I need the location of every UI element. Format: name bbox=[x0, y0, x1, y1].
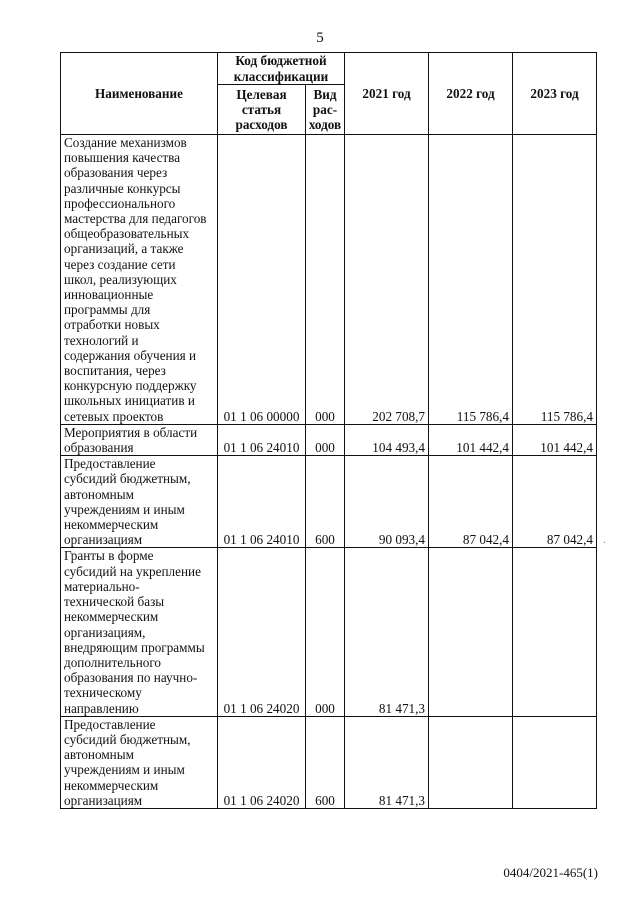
scan-speck: · bbox=[603, 538, 607, 549]
row-name-line: воспитания, через bbox=[64, 363, 166, 379]
header-2023: 2023 год bbox=[513, 53, 597, 135]
row-target-article: 01 1 06 24010 bbox=[218, 424, 306, 455]
row-value-2021: 81 471,3 bbox=[345, 548, 429, 716]
row-name-line: учреждениям и иным bbox=[64, 762, 185, 778]
row-name bbox=[61, 424, 218, 455]
row-name-line: автономным bbox=[64, 747, 134, 763]
row-name-line: организациям, bbox=[64, 624, 146, 640]
row-name-line: школьных инициатив и bbox=[64, 393, 195, 409]
table-row bbox=[61, 716, 597, 808]
row-name-line: профессионального bbox=[64, 195, 176, 211]
row-value-2022: 115 786,4 bbox=[429, 135, 513, 425]
row-name-line: некоммерческим bbox=[64, 517, 159, 533]
row-value-2022: 101 442,4 bbox=[429, 424, 513, 455]
row-name-line: образования по научно- bbox=[64, 670, 198, 686]
row-name-line: организациям bbox=[64, 792, 143, 808]
row-expense-type: 600 bbox=[306, 456, 345, 548]
row-target-article: 01 1 06 24020 bbox=[218, 548, 306, 716]
row-name-line: Гранты в форме bbox=[64, 548, 154, 564]
row-value-2023: 101 442,4 bbox=[513, 424, 597, 455]
row-value-2023 bbox=[513, 716, 597, 808]
row-name-line: технологий и bbox=[64, 332, 139, 348]
row-name-line: субсидий бюджетным, bbox=[64, 731, 191, 747]
row-target-article: 01 1 06 24010 bbox=[218, 456, 306, 548]
row-name-line: технической базы bbox=[64, 594, 165, 610]
row-expense-type: 000 bbox=[306, 548, 345, 716]
row-expense-type: 000 bbox=[306, 424, 345, 455]
row-value-2021: 90 093,4 bbox=[345, 456, 429, 548]
row-value-2023: 87 042,4 bbox=[513, 456, 597, 548]
row-name-line: субсидий на укрепление bbox=[64, 563, 201, 579]
row-name-line: инновационные bbox=[64, 287, 154, 303]
row-name-line: организациям bbox=[64, 532, 143, 548]
document-code: 0404/2021-465(1) bbox=[503, 865, 598, 880]
row-name-line: учреждениям и иным bbox=[64, 501, 185, 517]
row-name-line: некоммерческим bbox=[64, 777, 159, 793]
header-target-article: Целевая статья расходов bbox=[218, 85, 306, 135]
row-name-line: сетевых проектов bbox=[64, 408, 164, 424]
row-name-line: различные конкурсы bbox=[64, 180, 181, 196]
row-name-line: школ, реализующих bbox=[64, 271, 177, 287]
row-name-line: субсидий бюджетным, bbox=[64, 471, 191, 487]
row-name bbox=[61, 548, 218, 716]
row-name-line: автономным bbox=[64, 486, 134, 502]
row-value-2022 bbox=[429, 548, 513, 716]
row-name-line: через создание сети bbox=[64, 256, 176, 272]
row-name-line: направлению bbox=[64, 700, 139, 716]
table-row bbox=[61, 424, 597, 455]
page-number: 5 bbox=[316, 30, 324, 46]
row-expense-type: 600 bbox=[306, 716, 345, 808]
row-name-line: образования через bbox=[64, 165, 168, 181]
header-kbk-group: Код бюджетной классификации bbox=[218, 53, 345, 85]
row-name-line: образования bbox=[64, 440, 134, 456]
header-2021: 2021 год bbox=[345, 53, 429, 135]
table-row bbox=[61, 456, 597, 548]
row-value-2021: 81 471,3 bbox=[345, 716, 429, 808]
row-value-2023 bbox=[513, 548, 597, 716]
table-row bbox=[61, 548, 597, 716]
row-expense-type: 000 bbox=[306, 135, 345, 425]
row-name-line: программы для bbox=[64, 302, 151, 318]
row-name-line: материально- bbox=[64, 578, 140, 594]
table-body bbox=[61, 135, 597, 809]
row-name-line: некоммерческим bbox=[64, 609, 159, 625]
row-name-line: Предоставление bbox=[64, 456, 156, 472]
header-expense-type: Вид рас-ходов bbox=[306, 85, 345, 135]
row-name-line: конкурсную поддержку bbox=[64, 378, 197, 394]
row-name-line: общеобразовательных bbox=[64, 226, 190, 242]
row-target-article: 01 1 06 24020 bbox=[218, 716, 306, 808]
row-name-line: Предоставление bbox=[64, 716, 156, 732]
row-name bbox=[61, 135, 218, 425]
table-row bbox=[61, 135, 597, 425]
row-name-line: содержания обучения и bbox=[64, 347, 197, 363]
row-name bbox=[61, 456, 218, 548]
row-value-2021: 202 708,7 bbox=[345, 135, 429, 425]
row-name-line: Создание механизмов bbox=[64, 135, 187, 150]
row-name-line: Мероприятия в области bbox=[64, 424, 198, 440]
row-name-line: дополнительного bbox=[64, 654, 162, 670]
row-target-article: 01 1 06 00000 bbox=[218, 135, 306, 425]
row-name-line: внедряющим программы bbox=[64, 639, 205, 655]
row-value-2021: 104 493,4 bbox=[345, 424, 429, 455]
row-value-2023: 115 786,4 bbox=[513, 135, 597, 425]
row-name-line: мастерства для педагогов bbox=[64, 211, 207, 227]
row-name-line: отработки новых bbox=[64, 317, 160, 333]
header-name: Наименование bbox=[61, 53, 218, 135]
row-value-2022: 87 042,4 bbox=[429, 456, 513, 548]
row-name-line: повышения качества bbox=[64, 150, 181, 166]
header-2022: 2022 год bbox=[429, 53, 513, 135]
row-name-line: техническому bbox=[64, 685, 142, 701]
row-value-2022 bbox=[429, 716, 513, 808]
row-name bbox=[61, 716, 218, 808]
budget-table bbox=[60, 52, 597, 809]
row-name-line: организаций, а также bbox=[64, 241, 184, 257]
